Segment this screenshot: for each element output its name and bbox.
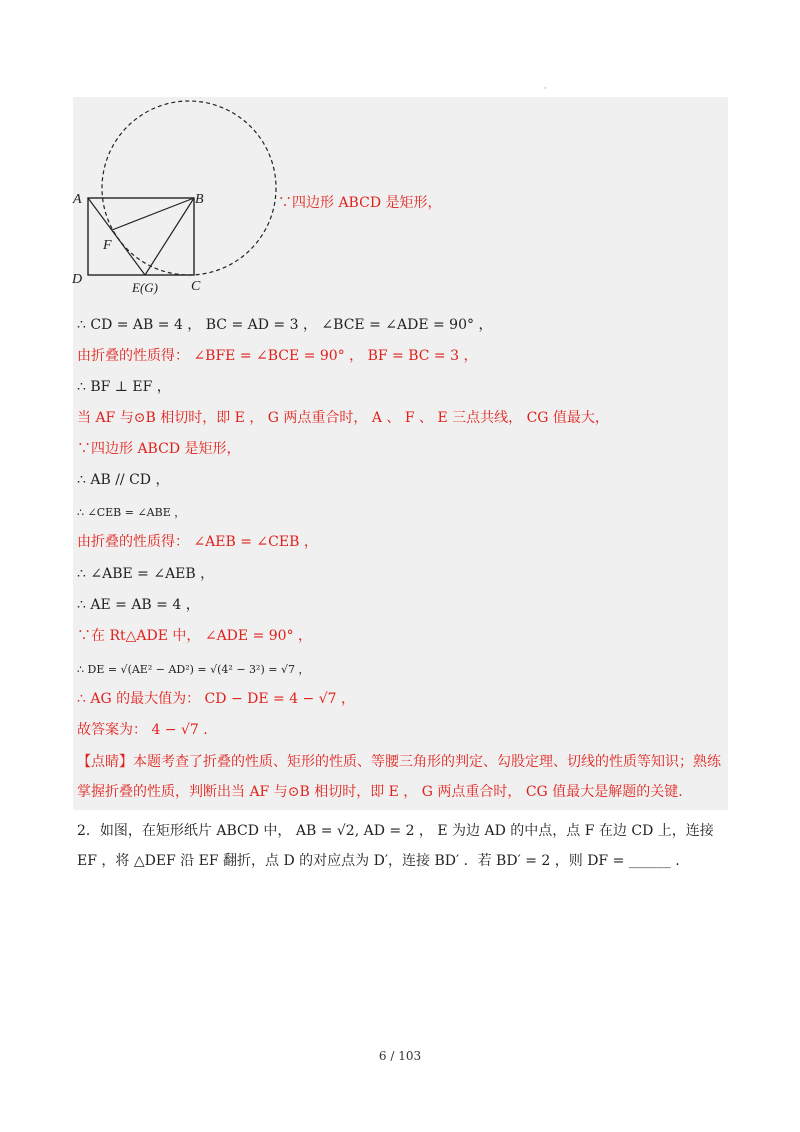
solution-line: ∵在 Rt△ADE 中， ∠ADE = 90° ，: [77, 628, 313, 644]
label-eg: E(G): [132, 280, 158, 295]
label-a: A: [73, 192, 82, 207]
solution-line: ∴ DE = √(AE² − AD²) = √(4² − 3²) = √7 ，: [77, 663, 310, 676]
segment-be: [145, 198, 194, 275]
solution-line: ∵四边形 ABCD 是矩形，: [77, 441, 241, 457]
solution-line: ∴ AB // CD ，: [77, 472, 170, 488]
solution-line: ∴ CD = AB = 4 ， BC = AD = 3 ， ∠BCE = ∠ADE = 90° ，: [77, 317, 493, 333]
key-point-note: 【点睛】本题考查了折叠的性质、矩形的性质、等腰三角形的判定、勾股定理、切线的性质等知识；熟练掌握折叠的性质，判断出当 AF 与⊙B 相切时，即 E ， G 两点重合时， CG 值最大是解题的关键.: [77, 754, 721, 800]
label-d: D: [72, 272, 83, 287]
label-f: F: [103, 238, 112, 253]
rectangle-condition: ∵四边形 ABCD 是矩形，: [278, 195, 442, 211]
solution-line: 故答案为： 4 − √7 .: [77, 722, 208, 738]
solution-line: ∴ BF ⊥ EF ，: [77, 379, 171, 395]
solution-line: ∴ ∠CEB = ∠ABE ，: [77, 506, 186, 519]
segment-bf: [112, 198, 194, 230]
page-dot: ·: [544, 84, 547, 93]
solution-line: ∴ AE = AB = 4 ，: [77, 597, 200, 613]
solution-line: ∴ AG 的最大值为： CD − DE = 4 − √7 ，: [77, 691, 356, 707]
solution-line: 由折叠的性质得： ∠AEB = ∠CEB ，: [77, 534, 318, 550]
geometry-figure: [0, 0, 800, 300]
question-2: 2．如图，在矩形纸片 ABCD 中， AB = √2, AD = 2 ， E 为边 AD 的中点，点 F 在边 CD 上，连接 EF ，将 △DEF 沿 EF 翻折，点 D 的对应点为 D′，连接 BD′ ．若 BD′ = 2 ，则 DF = ______ .: [77, 823, 714, 869]
rectangle-abcd: [88, 198, 194, 275]
page-number: 6 / 103: [378, 1049, 422, 1063]
solution-line: ∴ ∠ABE = ∠AEB ，: [77, 566, 215, 582]
solution-line: 由折叠的性质得： ∠BFE = ∠BCE = 90° ， BF = BC = 3 ，: [77, 348, 478, 364]
circle-b: [102, 101, 276, 275]
solution-line: 当 AF 与⊙B 相切时，即 E ， G 两点重合时， A 、 F 、 E 三点共线， CG 值最大，: [77, 410, 609, 426]
label-b: B: [195, 192, 204, 207]
segment-ae: [88, 198, 145, 275]
label-c: C: [191, 279, 201, 294]
